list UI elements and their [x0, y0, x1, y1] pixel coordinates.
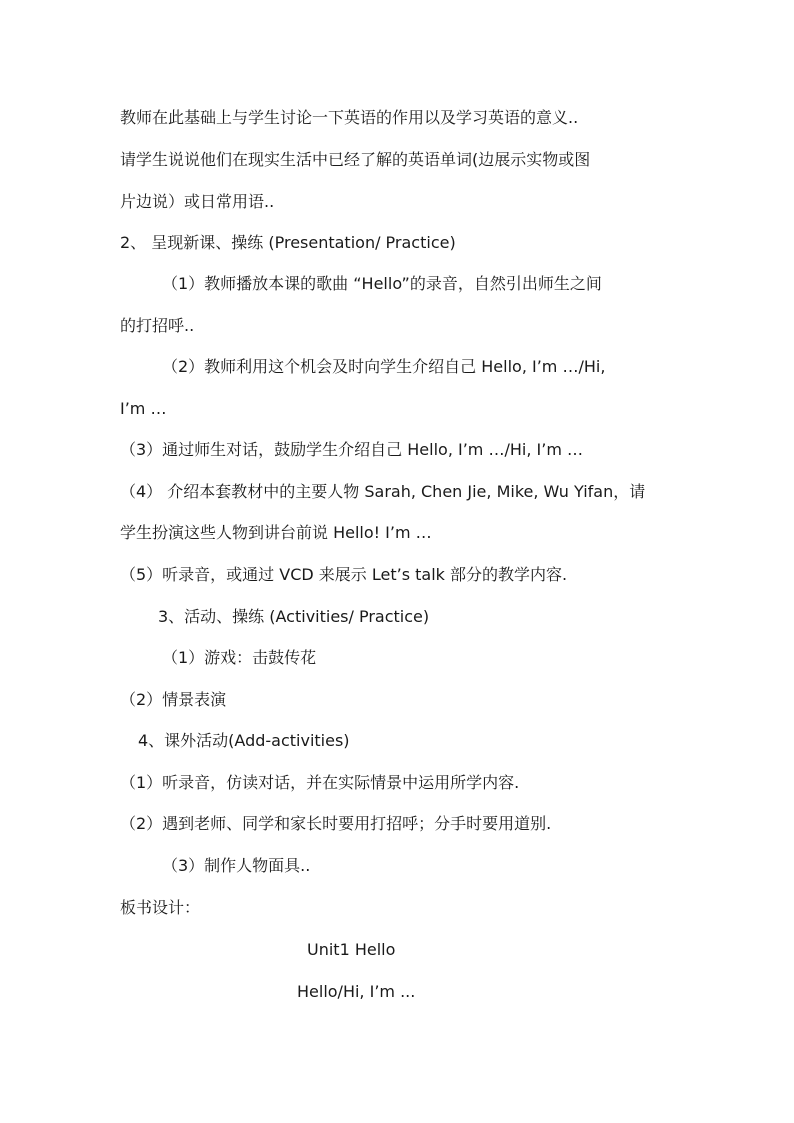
blackboard-title: Unit1 Hello: [307, 940, 396, 959]
paragraph-line: （2）教师利用这个机会及时向学生介绍自己 Hello, I’m …/Hi,: [162, 357, 606, 376]
paragraph-line: （2）遇到老师、同学和家长时要用打招呼；分手时要用道别.: [120, 814, 552, 833]
section-heading: 板书设计：: [120, 898, 201, 917]
paragraph-line: 教师在此基础上与学生讨论一下英语的作用以及学习英语的意义..: [120, 108, 579, 127]
paragraph-line: 片边说）或日常用语..: [120, 192, 275, 211]
paragraph-line: （3）通过师生对话，鼓励学生介绍自己 Hello, I’m …/Hi, I’m …: [120, 440, 583, 459]
paragraph-line: 请学生说说他们在现实生活中已经了解的英语单词(边展示实物或图: [120, 150, 591, 169]
section-heading: 3、活动、操练 (Activities/ Practice): [158, 607, 430, 626]
paragraph-line: （1）游戏：击鼓传花: [162, 648, 317, 667]
paragraph-line: （3）制作人物面具..: [162, 856, 311, 875]
section-heading: 4、课外活动(Add-activities): [138, 731, 350, 750]
paragraph-line: （2）情景表演: [120, 690, 227, 709]
paragraph-line: （5）听录音，或通过 VCD 来展示 Let’s talk 部分的教学内容.: [120, 565, 568, 584]
paragraph-line: 学生扮演这些人物到讲台前说 Hello! I’m …: [120, 523, 432, 542]
paragraph-line: I’m …: [120, 399, 167, 418]
paragraph-line: （1）听录音，仿读对话，并在实际情景中运用所学内容.: [120, 773, 520, 792]
blackboard-content: Hello/Hi, I’m ...: [297, 982, 416, 1001]
paragraph-line: 的打招呼..: [120, 316, 195, 335]
paragraph-line: （4） 介绍本套教材中的主要人物 Sarah, Chen Jie, Mike, Wu Yifan，请: [120, 482, 646, 501]
paragraph-line: （1）教师播放本课的歌曲 “Hello”的录音，自然引出师生之间: [162, 274, 602, 293]
section-heading: 2、 呈现新课、操练 (Presentation/ Practice): [120, 233, 456, 252]
